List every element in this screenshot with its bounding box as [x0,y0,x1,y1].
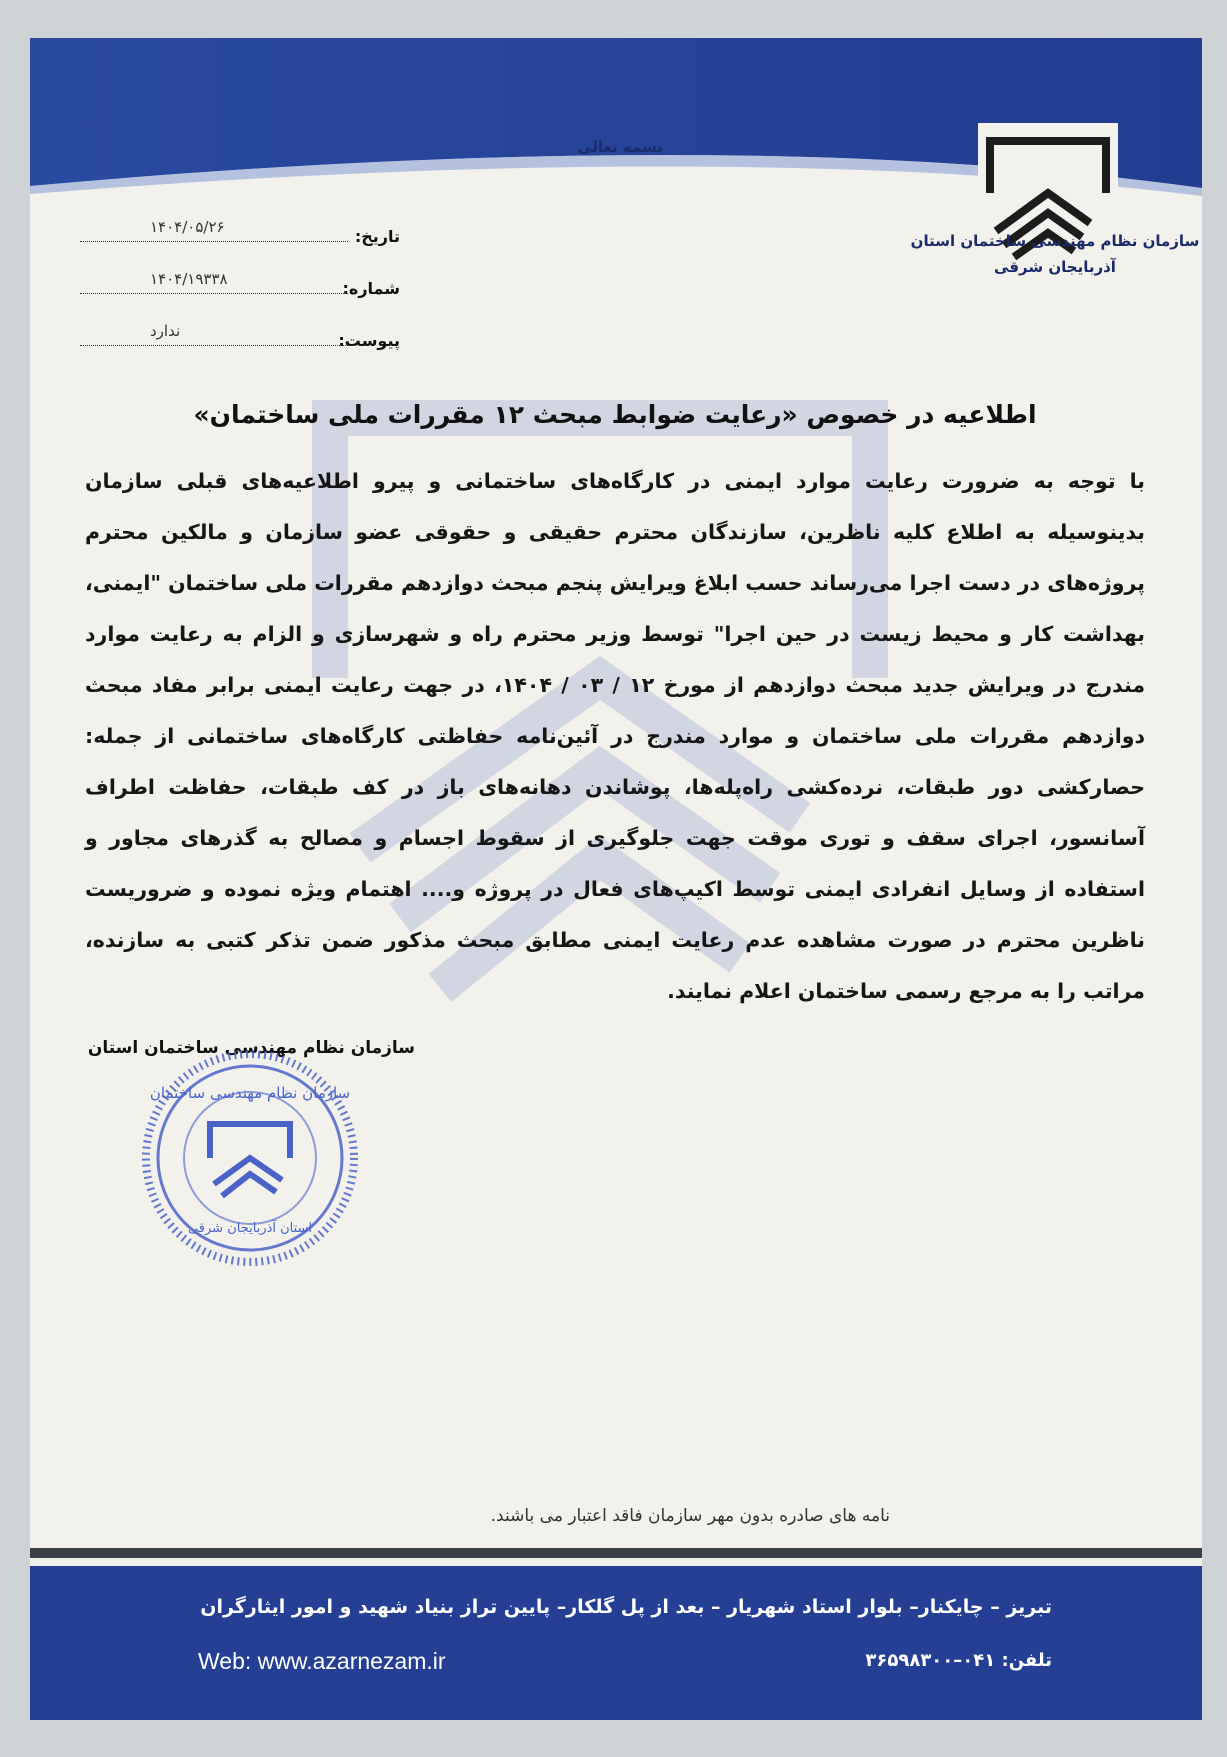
letter-meta [80,198,400,354]
validity-notice: نامه های صادره بدون مهر سازمان فاقد اعتبار می باشند. [490,1506,890,1526]
phone-label: تلفن: [1001,1650,1052,1671]
footer-address: تبریز – چایکنار– بلوار استاد شهریار – بعد از پل گلکار– پایین تراز بنیاد شهید و امور ایثارگران [200,1596,1052,1618]
org-name-line1: سازمان نظام مهندسی ساختمان استان [910,232,1200,250]
official-stamp-icon [140,1048,360,1268]
number-label: شماره: [342,279,400,298]
letter-body: با توجه به ضرورت رعایت موارد ایمنی در کارگاه‌های ساختمانی و پیرو اطلاعیه‌های قبلی سازمان بدینوسیله به اطلاع کلیه ناظرین، سازندگان محترم حقیقی و حقوقی عضو سازمان و مالکین محترم پروژه‌های در دست اجرا می‌رساند حسب ابلاغ ویرایش پنجم مبحث دوازدهم مقررات ملی ساختمان "ایمنی، بهداشت کار و محیط زیست در حین اجرا" توسط وزیر محترم راه و شهرسازی و الزام به رعایت موارد مندرج در ویرایش جدید مبحث دوازدهم از مورخ ۱۲ / ۰۳ / ۱۴۰۴، در جهت رعایت ایمنی برابر مفاد مبحث دوازدهم مقررات ملی ساختمان و موارد مندرج در آئین‌نامه حفاظتی کارگاه‌های ساختمانی از جمله: حصارکشی دور طبقات، نرده‌کشی راه‌پله‌ها، پوشاندن دهانه‌های باز در کف طبقات، حفاظت اطراف آسانسور، اجرای سقف و توری موقت جهت جلوگیری از سقوط اجسام و مصالح به گذرهای مجاور و استفاده از وسایل انفرادی ایمنی توسط اکیپ‌های فعال در پروژه و.... اهتمام ویژه نموده و ضروریست ناظرین محترم در صورت مشاهده عدم رعایت ایمنی مطابق مبحث مذکور ضمن تذکر کتبی به سازنده، مراتب را به مرجع رسمی ساختمان اعلام نمایند. [85,469,1146,1003]
number-row [80,250,400,302]
attachment-row [80,302,400,354]
letter-title: اطلاعیه در خصوص «رعایت ضوابط مبحث ۱۲ مقررات ملی ساختمان» [193,400,1037,429]
date-row [80,198,400,250]
phone-value: ۰۴۱–۳۶۵۹۸۳۰۰ [865,1650,996,1671]
date-line [80,241,348,242]
stamp-ring-text: سازمان نظام مهندسی ساختمان [149,1084,351,1102]
org-name-line2: آذربایجان شرقی [994,258,1116,276]
attachment-value: ندارد [150,322,181,340]
date-label: تاریخ: [354,227,400,246]
number-value: ۱۴۰۴/۱۹۳۳۸ [150,270,228,288]
invocation-text: بسمه تعالی [577,138,663,156]
attachment-line [80,345,348,346]
number-line [80,293,348,294]
footer-website-link[interactable]: Web: www.azarnezam.ir [198,1648,446,1674]
stamp-bottom-text: استان آذربایجان شرقی [187,1221,313,1236]
org-name [905,228,1202,280]
footer-phone [865,1650,1052,1671]
letter-page [30,38,1202,1720]
date-value: ۱۴۰۴/۰۵/۲۶ [150,218,225,236]
footer [30,1566,1202,1720]
signature-line: سازمان نظام مهندسی ساختمان استان [87,1038,415,1058]
attachment-label: پیوست: [338,331,400,350]
footer-divider [30,1548,1202,1558]
